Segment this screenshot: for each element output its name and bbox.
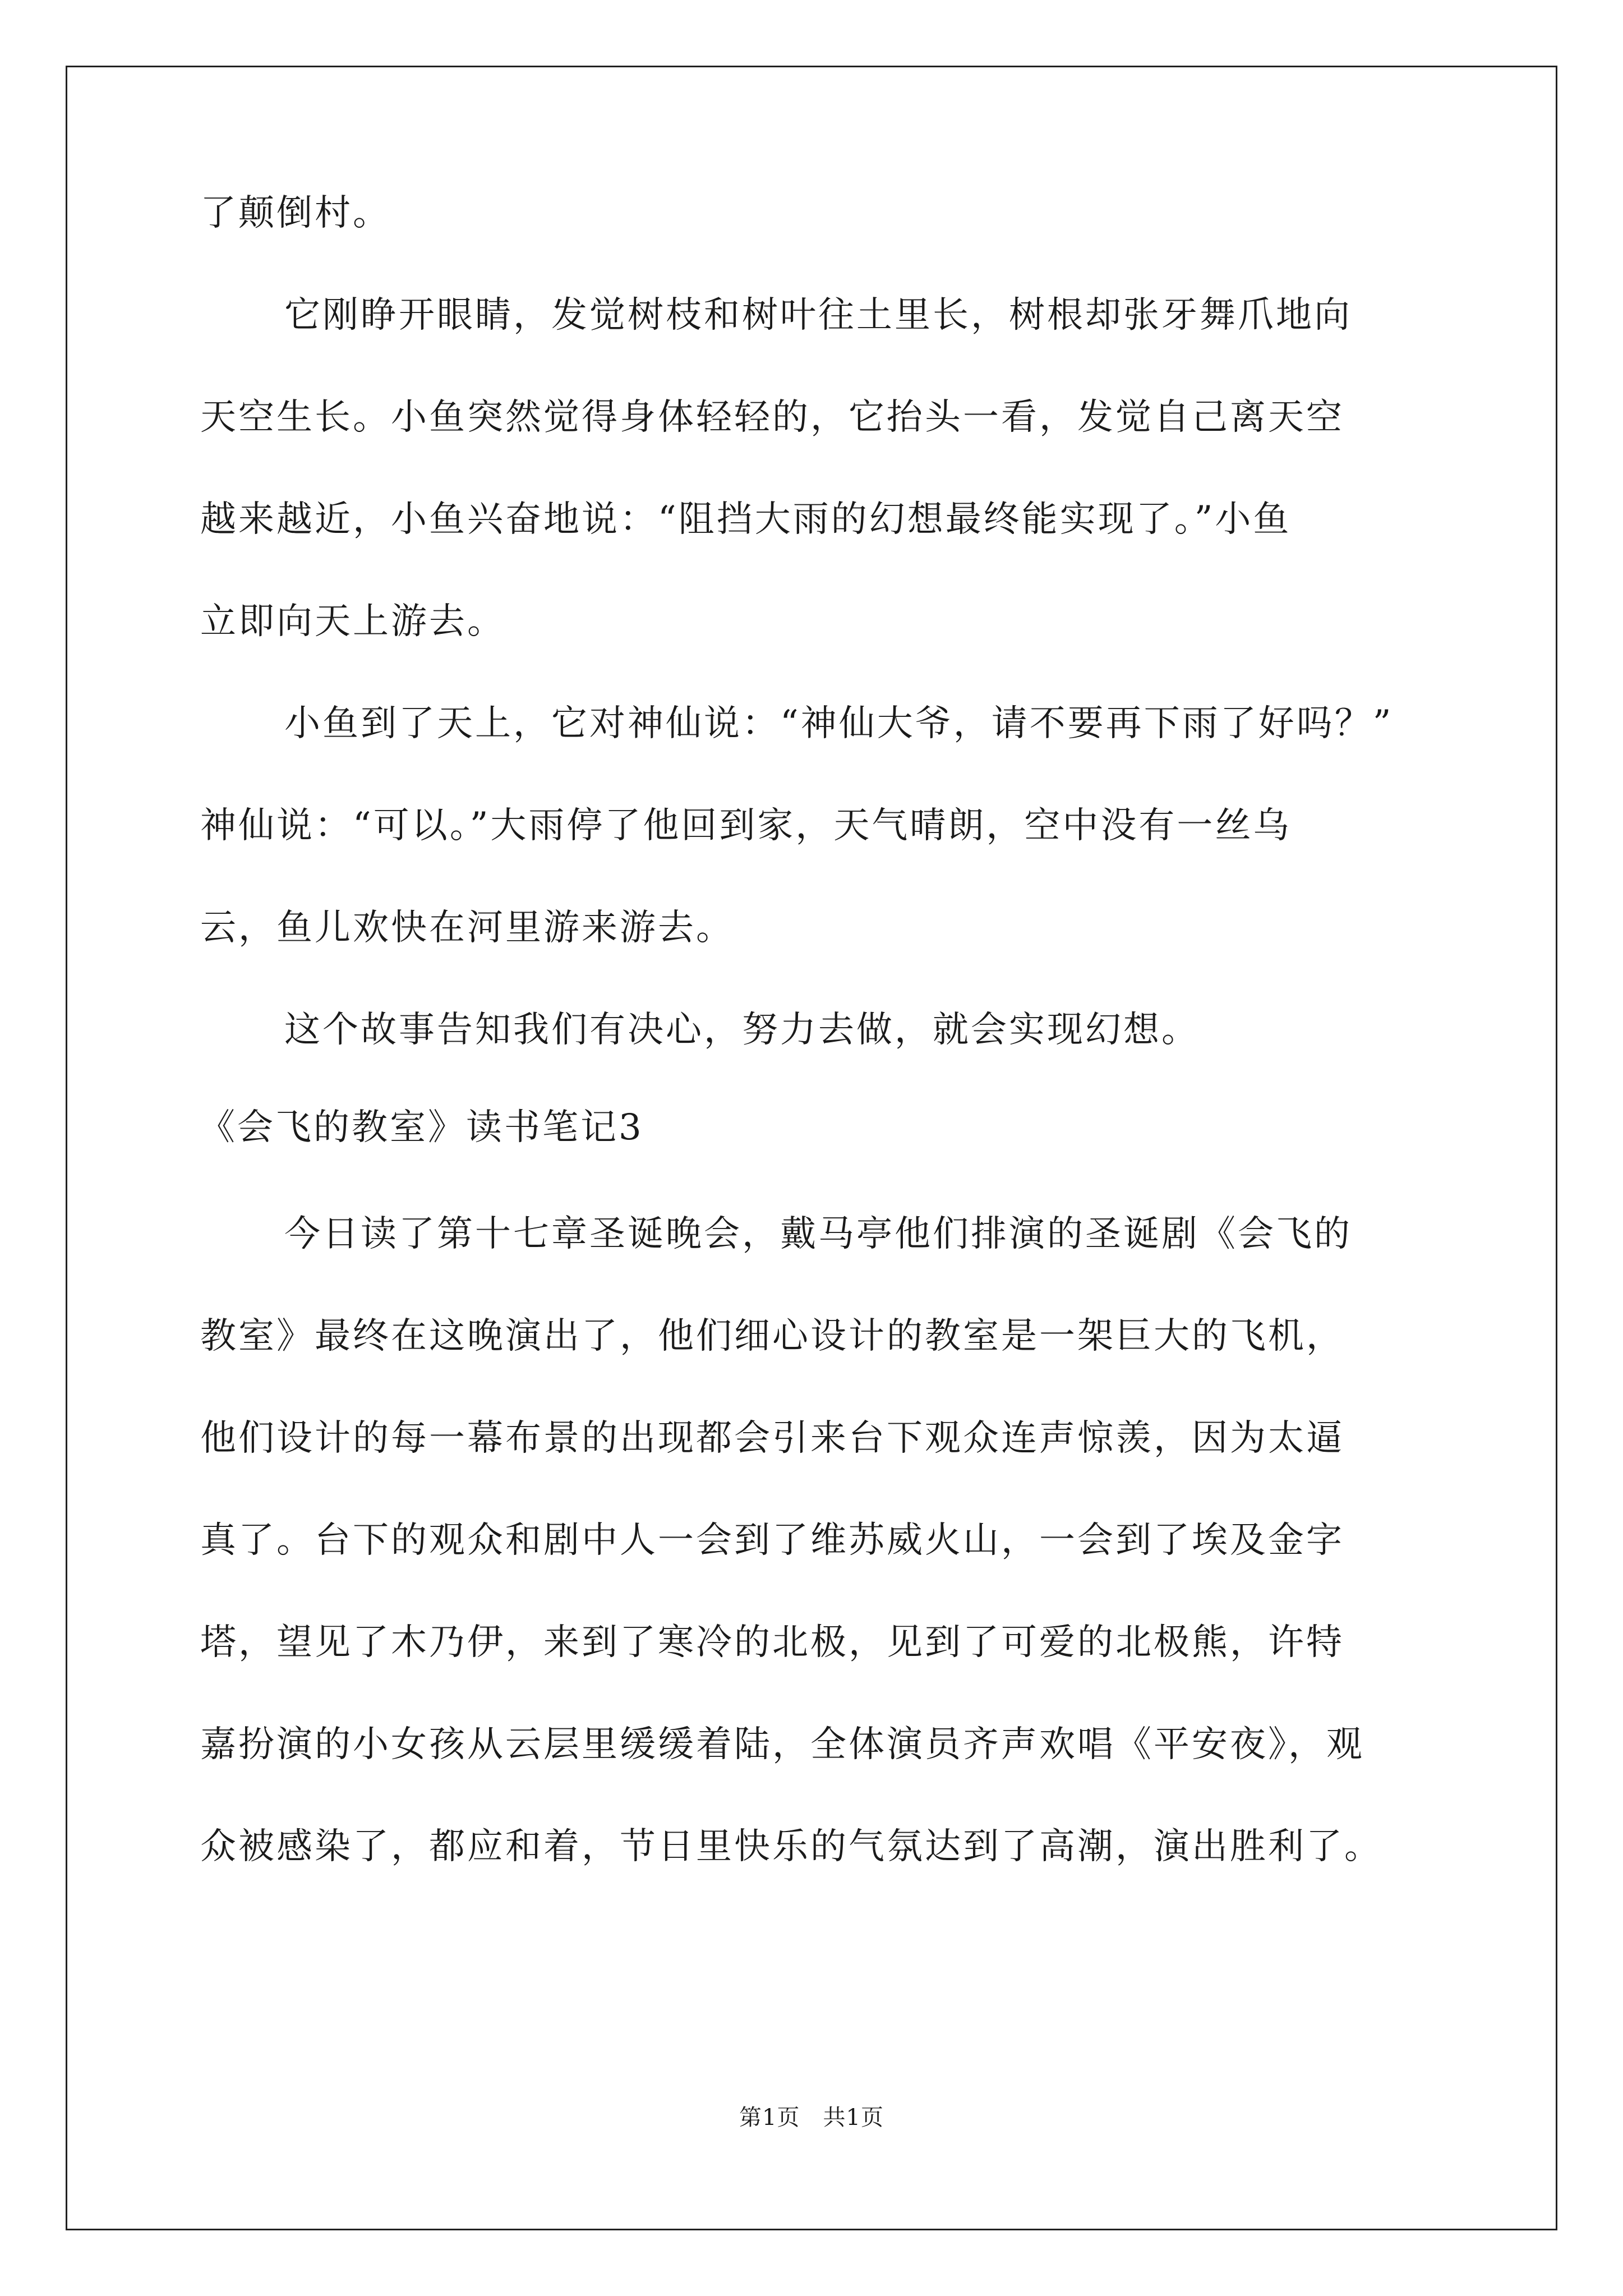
paragraph-line: 嘉扮演的小女孩从云层里缓缓着陆，全体演员齐声欢唱《平安夜》，观 — [200, 1724, 1364, 1765]
paragraph-line: 教室》最终在这晚演出了，他们细心设计的教室是一架巨大的飞机， — [200, 1315, 1344, 1357]
paragraph-line: 这个故事告知我们有决心，努力去做，就会实现幻想。 — [284, 1009, 1200, 1051]
paragraph-line: 今日读了第十七章圣诞晚会，戴马亭他们排演的圣诞剧《会飞的 — [284, 1213, 1352, 1255]
page-footer: 第1页 共1页 — [739, 2105, 884, 2131]
paragraph-line: 了颠倒村。 — [200, 192, 391, 234]
paragraph-line: 小鱼到了天上，它对神仙说：“神仙大爷，请不要再下雨了好吗？” — [284, 703, 1394, 744]
paragraph-line: 众被感染了，都应和着，节日里快乐的气氛达到了高潮，演出胜利了。 — [200, 1826, 1382, 1867]
paragraph-line: 云，鱼儿欢快在河里游来游去。 — [200, 907, 734, 949]
paragraph-line: 它刚睁开眼睛，发觉树枝和树叶往土里长，树根却张牙舞爪地向 — [284, 295, 1352, 336]
paragraph-line: 神仙说：“可以。”大雨停了他回到家，天气晴朗，空中没有一丝乌 — [200, 805, 1292, 846]
paragraph-line: 真了。台下的观众和剧中人一会到了维苏威火山，一会到了埃及金字 — [200, 1520, 1344, 1561]
paragraph-line: 立即向天上游去。 — [200, 601, 505, 642]
paragraph-line: 越来越近，小鱼兴奋地说：“阻挡大雨的幻想最终能实现了。”小鱼 — [200, 499, 1292, 540]
paragraph-line: 塔，望见了木乃伊，来到了寒冷的北极，见到了可爱的北极熊，许特 — [200, 1622, 1344, 1663]
section-heading: 《会飞的教室》读书笔记3 — [199, 1107, 644, 1148]
paragraph-line: 他们设计的每一幕布景的出现都会引来台下观众连声惊羡，因为太逼 — [200, 1418, 1344, 1459]
paragraph-line: 天空生长。小鱼突然觉得身体轻轻的，它抬头一看，发觉自己离天空 — [200, 397, 1344, 438]
